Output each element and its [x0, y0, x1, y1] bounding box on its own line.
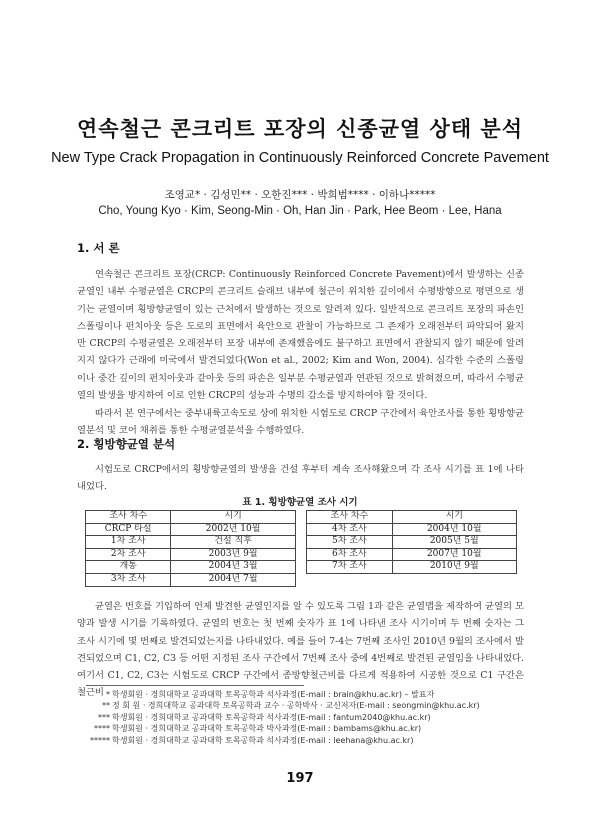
table-cell: 3차 조사	[86, 573, 171, 586]
table-cell: 1차 조사	[86, 536, 171, 549]
footnote-mark: ***	[98, 712, 110, 722]
footnote-mark: **	[102, 701, 110, 711]
section-1-paragraph-1: 연속철근 콘크리트 포장(CRCP: Continuously Reinforced Concrete Pavement)에서 발생하는 신종 균열인 내부 수평균열은 CRCP의 콘크리트 슬래브 내부에 철근이 위치한 깊이에서 수평방향으로 평면으로 생기는 균열이며 횡방향균열이 있는 근처에서 발생하는 것으로 알려져 있다. 일반적으로 콘크리트 포장의 파손인 스폴링이나 펀치아웃 등은 도로의 표면에서 육안으로 관찰이 가능하므로 그 존재가 오래전부터 파악되어 왔지만 CRCP의 수평균열은 오래전부터 포장 내부에 존재했음에도 불구하고 표면에서 관찰되지 않기 때문에 알려지지 않다가 근래에 미국에서 발견되었다(Won et al., 2002; Kim and Won, 2004). 심각한 수준의 스폴링이나 중간 깊이의 펀치아웃과 같아웃 등의 파손은 일부분 수평균열과 연관된 것으로 밝혀졌으며, 따라서 수평균열의 발생을 방지하여 이로 인한 CRCP의 성능과 수명의 감소를 방지하여야 할 것이다.	[77, 269, 524, 402]
section-2-heading: 2. 횡방향균열 분석	[77, 437, 176, 451]
table-header-row	[86, 511, 517, 524]
table-cell: 2007년 10월	[392, 548, 516, 561]
footnotes	[82, 689, 522, 746]
authors-korean: 조영교* · 김성민** · 오한진*** · 박희범**** · 이하나*****	[164, 189, 436, 201]
footnote-text: 학생회원 · 경희대학교 공과대학 토목공학과 석사과정(E-mail : brain@khu.ac.kr) – 발표자	[112, 690, 435, 699]
section-2-paragraph-1: 시험도로 CRCP에서의 횡방향균열의 발생을 건설 후부터 계속 조사해왔으며 각 조사 시기를 표 1에 나타내었다.	[77, 464, 524, 493]
table-row	[86, 523, 517, 536]
page-number: 197	[286, 771, 314, 786]
section-1-heading: 1. 서 론	[77, 241, 120, 255]
footnote-mark: *	[106, 690, 110, 699]
table-cell: 2004년 10월	[392, 523, 516, 536]
paper-title-english: New Type Crack Propagation in Continuously Reinforced Concrete Pavement	[51, 150, 549, 166]
table-cell: 6차 조사	[307, 548, 392, 561]
table-cell: 2010년 9월	[392, 561, 516, 574]
table-cell: 4차 조사	[307, 523, 392, 536]
footnote-text: 학생회원 · 경희대학교 공과대학 토목공학과 박사과정(E-mail : bambams@khu.ac.kr)	[112, 724, 422, 734]
footnote	[82, 723, 522, 734]
table-header-cell: 시기	[171, 511, 295, 524]
table-cell: 2차 조사	[86, 548, 171, 561]
footnote-text: 정 회 원 · 경희대학교 공과대학 토목공학과 교수 · 공학박사 · 교신저자(E-mail : seongmin@khu.ac.kr)	[112, 701, 480, 711]
table-header-cell: 조사 차수	[307, 511, 392, 524]
authors-english: Cho, Young Kyo · Kim, Seong-Min · Oh, Han Jin · Park, Hee Beom · Lee, Hana	[98, 205, 502, 217]
footnote	[82, 712, 522, 723]
table-cell: 7차 조사	[307, 561, 392, 574]
table-cell: CRCP 타설	[86, 523, 171, 536]
section-2-paragraph-2: 균열은 번호를 기입하여 언제 발견한 균열인지를 알 수 있도록 그림 1과 같은 균열맵을 제작하여 균열의 모양과 발생 시기를 기록하였다. 균열의 번호는 첫 번째 숫자가 표 1에 나타낸 조사 시기이며 두 번째 숫자는 그 조사 시기에 몇 번째로 발견되었는지를 나타내었다. 예를 들어 7-4는 7번째 조사인 2010년 9월의 조사에서 발견되었으며 C1, C2, C3 등 어떤 지정된 조사 구간에서 7번째 조사 중에 4번째로 발견된 균열임을 나타내었다. 여기서 C1, C2, C3는 시험도로 CRCP 구간에서 종방향철근비를 다르게 적용하여 시공한 것으로 C1 구간은 철근비	[77, 601, 524, 699]
footnote-mark: ****	[94, 724, 110, 734]
table-header-cell: 조사 차수	[86, 511, 171, 524]
section-1-paragraph-2: 따라서 본 연구에서는 중부내륙고속도로 상에 위치한 시험도로 CRCP 구간에서 육안조사를 통한 횡방향균열분석 및 코어 채취를 통한 수평균열분석을 수행하였다.	[77, 408, 524, 437]
footnote-divider	[86, 685, 304, 686]
table-cell: 2004년 7월	[171, 573, 295, 586]
paper-title-korean: 연속철근 콘크리트 포장의 신종균열 상태 분석	[77, 117, 523, 141]
table-row	[86, 548, 517, 561]
table-cell: 개통	[86, 561, 171, 574]
table-cell: 2003년 9월	[171, 548, 295, 561]
footnote	[82, 700, 522, 711]
footnote	[82, 735, 522, 746]
table-row	[86, 561, 517, 574]
table-cell: 2005년 5월	[392, 536, 516, 549]
footnote-text: 학생회원 · 경희대학교 공과대학 토목공학과 석사과정(E-mail : leehana@khu.ac.kr)	[112, 735, 414, 745]
footnote	[82, 689, 522, 700]
footnote-text: 학생회원 · 경희대학교 공과대학 토목공학과 석사과정(E-mail : fantum2040@khu.ac.kr)	[112, 712, 431, 722]
survey-schedule-table	[85, 510, 517, 587]
table-cell: 2002년 10월	[171, 523, 295, 536]
table-1-caption: 표 1. 횡방향균열 조사 시기	[242, 497, 358, 508]
table-cell: 5차 조사	[307, 536, 392, 549]
table-header-cell: 시기	[392, 511, 516, 524]
table-cell: 2004년 3월	[171, 561, 295, 574]
table-row	[86, 573, 517, 586]
table-cell: 건설 직후	[171, 536, 295, 549]
footnote-mark: *****	[90, 735, 110, 745]
table-row	[86, 536, 517, 549]
